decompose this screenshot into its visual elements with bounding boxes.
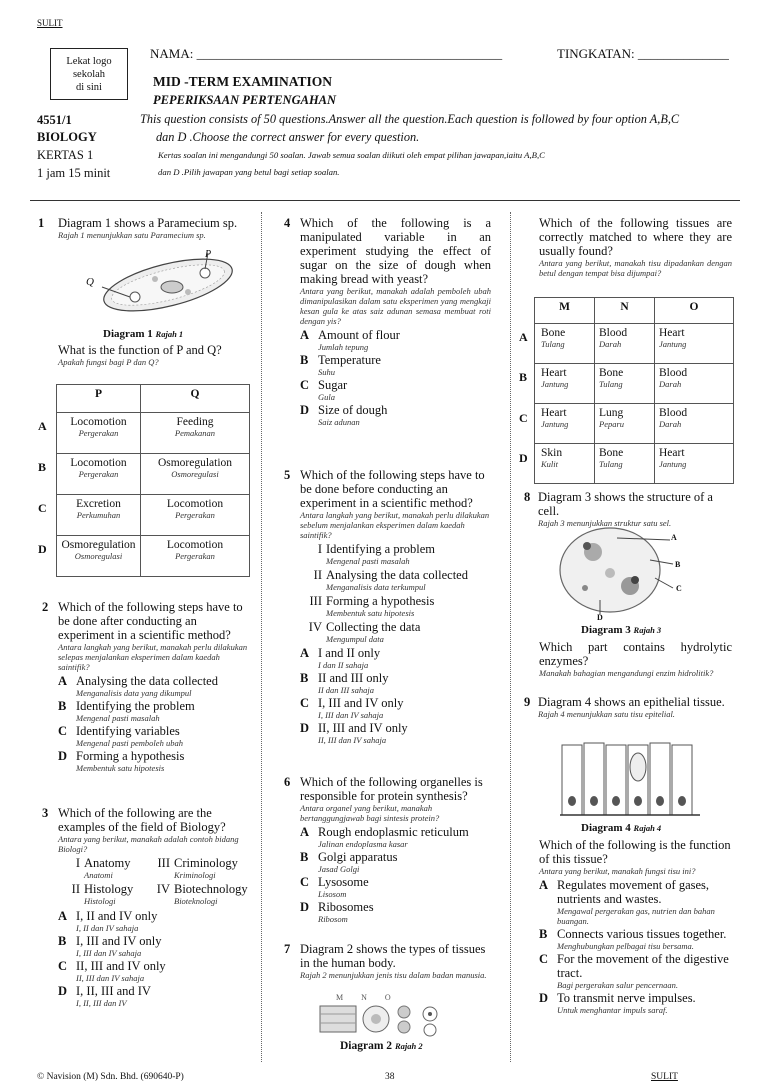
- option[interactable]: B Identifying the problem Mengenal pasti masalah: [58, 699, 195, 723]
- paper-code: 4551/1: [37, 113, 72, 127]
- option[interactable]: C Identifying variables Mengenal pasti pemboleh ubah: [58, 724, 183, 748]
- footer-copyright: © Navision (M) Sdn. Bhd. (690640-P): [37, 1072, 184, 1082]
- option[interactable]: B II and III only II dan III sahaja: [300, 671, 389, 695]
- option-c-label[interactable]: C: [519, 411, 528, 425]
- exam-title-ms: PEPERIKSAAN PERTENGAHAN: [153, 93, 337, 107]
- tissue-diagram: [318, 1002, 448, 1038]
- option[interactable]: B Temperature Suhu: [300, 353, 381, 377]
- footer-sulit: SULIT: [651, 1072, 678, 1082]
- instruction-ms-2: dan D .Pilih jawapan yang betul bagi setiap soalan.: [158, 167, 340, 177]
- cell-label-d: D: [597, 613, 603, 622]
- option[interactable]: D Size of dough Saiz adunan: [300, 403, 388, 427]
- label-p: P: [205, 249, 212, 260]
- exam-title: MID -TERM EXAMINATION: [153, 74, 332, 89]
- question-7: 7 Diagram 2 shows the types of tissues in the human body. Rajah 2 menunjukkan jenis tisu dalam badan manusia.: [284, 942, 487, 980]
- cell-label-a: A: [671, 533, 677, 542]
- logo-box: Lekat logo sekolah di sini: [50, 48, 128, 100]
- tissue-labels: MNO: [336, 993, 409, 1002]
- label-q: Q: [86, 276, 94, 288]
- option-d-label[interactable]: D: [519, 451, 528, 465]
- option[interactable]: A Analysing the data collected Menganalisis data yang dikumpul: [58, 674, 218, 698]
- question-7-table: M N O Bone Tulang Blood Darah Heart Jantung Heart Jantung Bone Tulang Blood Darah Heart Jantung Lung Peparu Blood Darah Skin Kulit Bone Tulang Heart Jantung: [534, 297, 734, 484]
- option[interactable]: D II, III and IV only II, III dan IV sahaja: [300, 721, 408, 745]
- option[interactable]: A Amount of flour Jumlah tepung: [300, 328, 400, 352]
- question-5: 5 Which of the following steps have to be done before conducting an experiment in a scientific method? Antara langkah yang berikut, manakah perlu dilakukan sebelum menjalankan eksperimen dalam kaedah saintifik? I Identifying a problem Mengenal pasti masalah II Analysing the data collected Menganalisis data terkumpul III Forming a hypothesis Membentuk satu hipotesis IV Collecting the data Mengumpul data A I and II only I dan II sahaja B II and III only II dan III sahaja C I, III and IV only I, III dan IV sahaja D II, III and IV only II, III dan IV sahaja: [284, 468, 490, 745]
- question-9: 9 Diagram 4 shows an epithelial tissue. Rajah 4 menunjukkan satu tisu epitelial.: [524, 695, 725, 719]
- instruction-en-2: dan D .Choose the correct answer for every question.: [156, 130, 420, 144]
- option[interactable]: B Golgi apparatus Jasad Golgi: [300, 850, 398, 874]
- question-2: 2 Which of the following steps have to be done after conducting an experiment in a scientific method? Antara langkah yang berikut, manakah perlu dilakukan selepas menjalankan eksperimen dalam kaedah saintifik? A Analysing the data collected Menganalisis data yang dikumpul B Identifying the problem Mengenal pasti masalah C Identifying variables Mengenal pasti pemboleh ubah D Forming a hypothesis Membentuk satu hipotesis: [42, 600, 252, 773]
- option[interactable]: B Connects various tissues together. Menghubungkan pelbagai tisu bersama.: [539, 927, 727, 951]
- sulit-top: SULIT: [37, 18, 63, 28]
- question-1: 1 Diagram 1 shows a Paramecium sp. Rajah 1 menunjukkan satu Paramecium sp.: [38, 216, 238, 240]
- paper-no: KERTAS 1: [37, 148, 94, 162]
- subject: BIOLOGY: [37, 130, 97, 144]
- option-b-label[interactable]: B: [519, 370, 528, 384]
- question-8-ask: Which part contains hydrolytic enzymes? Manakah bahagian mengandungi enzim hidrolitik?: [539, 640, 732, 678]
- question-9-ask: Which of the following is the function of this tissue? Antara yang berikut, manakah fungsi tisu ini? A Regulates movement of gases, nutrients and wastes. Mengawal pergerakan gas, nutrien dan bahan buangan. B Connects various tissues together. Menghubungkan pelbagai tisu bersama. C For the movement of the digestive tract. Bagi pergerakan salur pencernaan. D To transmit nerve impulses. Untuk menghantar impuls saraf.: [539, 838, 731, 1015]
- option[interactable]: A Rough endoplasmic reticulum Jalinan endoplasma kasar: [300, 825, 469, 849]
- diagram-1-caption: Diagram 1 Rajah 1: [103, 328, 184, 340]
- duration: 1 jam 15 minit: [37, 166, 111, 180]
- question-1-table: P Q Locomotion Pergerakan Feeding Pemakanan Locomotion Pergerakan Osmoregulation Osmoregulasi Excretion Perkumuhan Locomotion Pergerakan Osmoregulation Osmoregulasi Locomotion Pergerakan: [56, 384, 250, 577]
- epithelial-diagram: [560, 739, 710, 819]
- question-8: 8 Diagram 3 shows the structure of a cell. Rajah 3 menunjukkan struktur satu sel.: [524, 490, 713, 528]
- option-b-label[interactable]: B: [38, 460, 47, 474]
- cell-label-c: C: [676, 584, 682, 593]
- paramecium-diagram: [80, 247, 240, 327]
- option[interactable]: C Lysosome Lisosom: [300, 875, 369, 899]
- option[interactable]: D To transmit nerve impulses. Untuk menghantar impuls saraf.: [539, 991, 696, 1015]
- option-a-label[interactable]: A: [519, 330, 528, 344]
- name-field[interactable]: NAMA: _______________________________________________: [150, 46, 503, 61]
- option[interactable]: B I, III and IV only I, III dan IV sahaja: [58, 934, 162, 958]
- option-d-label[interactable]: D: [38, 542, 47, 556]
- question-6: 6 Which of the following organelles is responsible for protein synthesis? Antara organel yang berikut, manakah bertanggungjawab bagi sintesis protein? A Rough endoplasmic reticulum Jalinan endoplasma kasar B Golgi apparatus Jasad Golgi C Lysosome Lisosom D Ribosomes Ribosom: [284, 775, 491, 924]
- diagram-3-caption: Diagram 3 Rajah 3: [581, 624, 662, 636]
- diagram-4-caption: Diagram 4 Rajah 4: [581, 822, 662, 834]
- question-1-ask: What is the function of P and Q? Apakah fungsi bagi P dan Q?: [58, 343, 222, 367]
- instruction-en-1: This question consists of 50 questions.Answer all the question.Each question is followed by four option A,B,C: [140, 112, 680, 126]
- cell-diagram: [555, 518, 685, 622]
- diagram-2-caption: Diagram 2 Rajah 2: [340, 1040, 423, 1052]
- option[interactable]: C I, III and IV only I, III dan IV sahaja: [300, 696, 404, 720]
- question-4: 4 Which of the following is a manipulated variable in an experiment studying the effect of sugar on the size of dough when making bread with yeast? Antara yang berikut, manakah adalah pemboleh ubah dimanipulasikan dalam satu eksperimen yang mengkaji kesan gula ke atas saiz adunan semasa membuat roti dengan yis? A Amount of flour Jumlah tepung B Temperature Suhu C Sugar Gula D Size of dough Saiz adunan: [284, 216, 491, 427]
- column-divider: [261, 212, 262, 1062]
- instruction-ms-1: Kertas soalan ini mengandungi 50 soalan. Jawab semua soalan diikuti oleh empat pilihan jawapan,iaitu A,B,C: [158, 150, 545, 160]
- option-a-label[interactable]: A: [38, 419, 47, 433]
- option[interactable]: A I, II and IV only I, II dan IV sahaja: [58, 909, 158, 933]
- option[interactable]: C For the movement of the digestive tract. Bagi pergerakan salur pencernaan.: [539, 952, 729, 990]
- column-divider: [510, 212, 511, 1062]
- header-rule: [30, 200, 740, 201]
- option[interactable]: C II, III and IV only II, III dan IV sahaja: [58, 959, 166, 983]
- form-field[interactable]: TINGKATAN: ______________: [557, 46, 729, 61]
- option[interactable]: A Regulates movement of gases, nutrients and wastes. Mengawal pergerakan gas, nutrien dan bahan buangan.: [539, 878, 715, 926]
- option[interactable]: D Forming a hypothesis Membentuk satu hipotesis: [58, 749, 185, 773]
- option[interactable]: D I, II, III and IV I, II, III dan IV: [58, 984, 151, 1008]
- option-c-label[interactable]: C: [38, 501, 47, 515]
- question-3: 3 Which of the following are the examples of the field of Biology? Antara yang berikut, manakah adalah contoh bidang Biologi? I Anatomy Anatomi III Criminology Kriminologi II Histology Histologi IV Biotechnology Bioteknologi A I, II and IV only I, II dan IV sahaja B I, III and IV only I, III dan IV sahaja C II, III and IV only II, III dan IV sahaja D I, II, III and IV I, II, III dan IV: [42, 806, 252, 1008]
- question-7-ask: Which of the following tissues are correctly matched to where they are usually found? Antara yang berikut, manakah tisu dipadankan dengan betul dengan tempat bisa dijumpai?: [539, 216, 732, 278]
- option[interactable]: A I and II only I dan II sahaja: [300, 646, 381, 670]
- option[interactable]: C Sugar Gula: [300, 378, 348, 402]
- cell-label-b: B: [675, 560, 681, 569]
- page-number: 38: [385, 1072, 395, 1082]
- option[interactable]: D Ribosomes Ribosom: [300, 900, 374, 924]
